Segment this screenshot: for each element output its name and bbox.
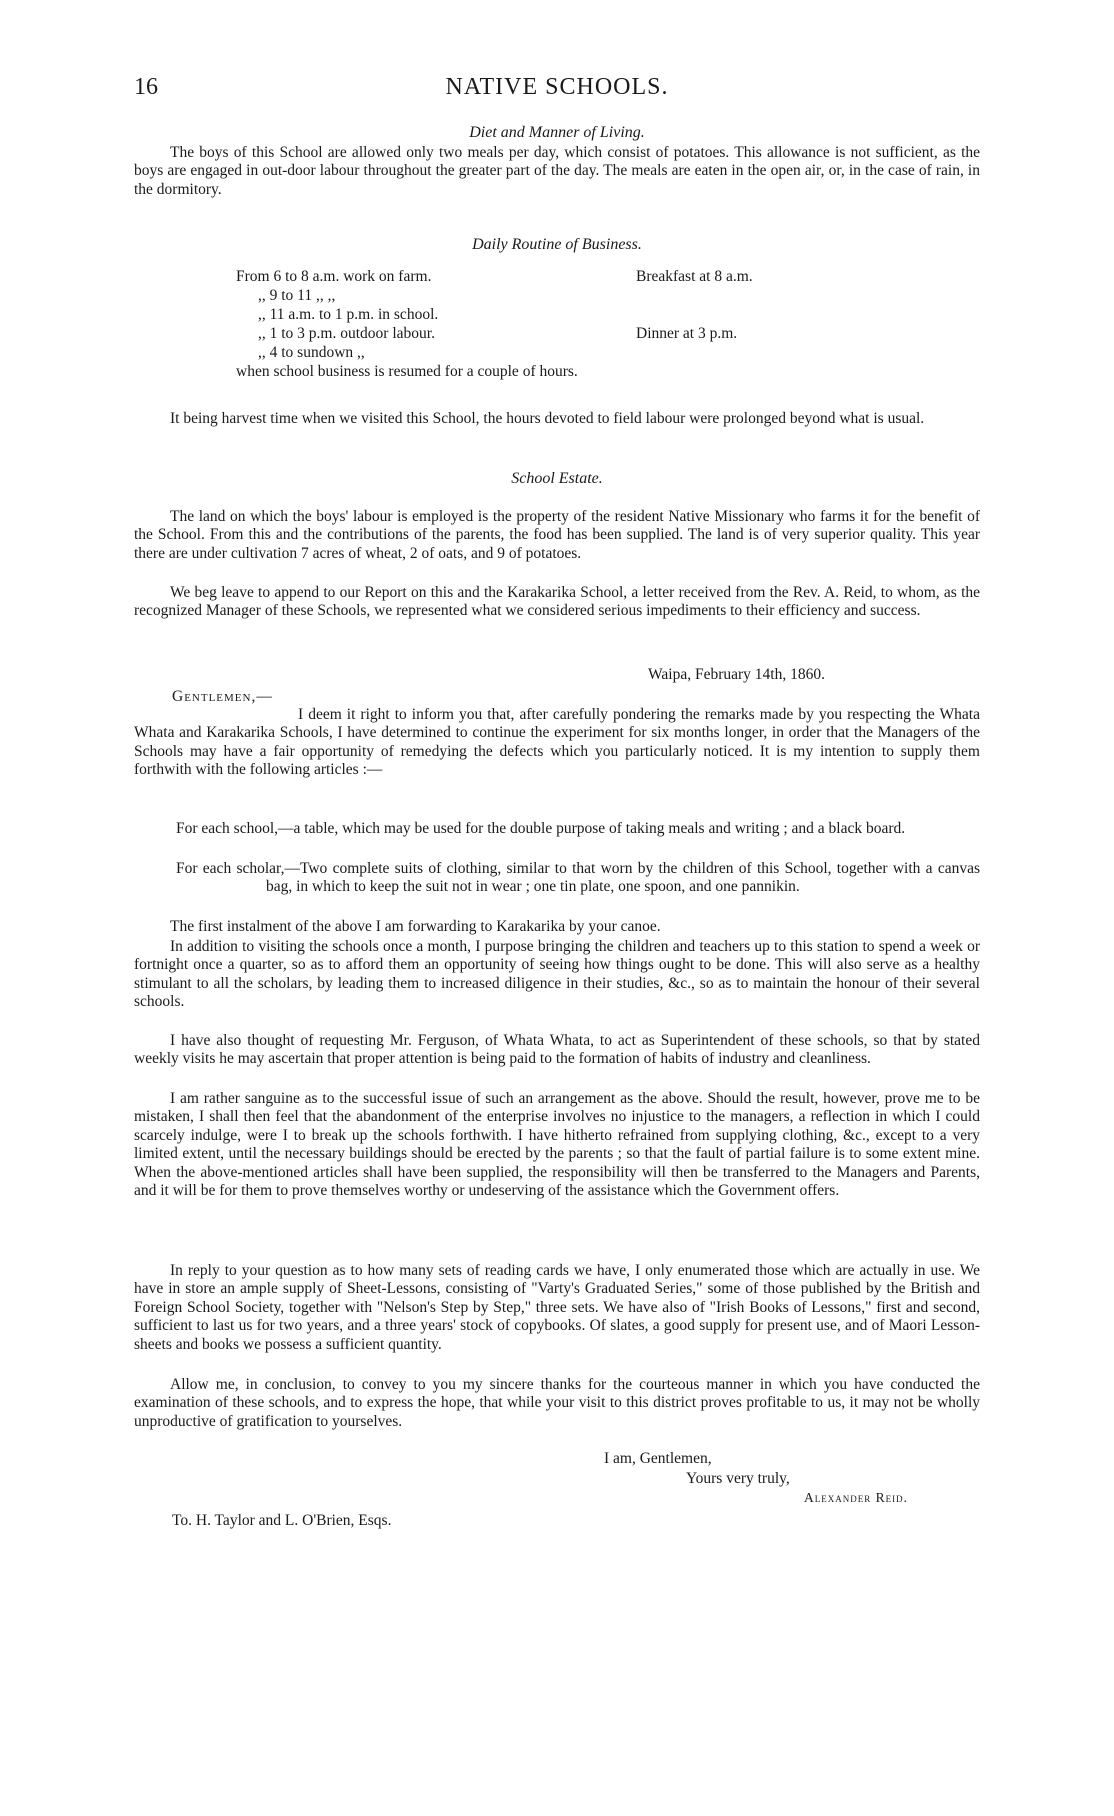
- routine-row-3: ,, 11 a.m. to 1 p.m. in school.: [258, 306, 439, 323]
- routine-note-breakfast: Breakfast at 8 a.m.: [636, 268, 753, 285]
- letter-paragraph-7: Allow me, in conclusion, to convey to you my sincere thanks for the courteous manner in which you have conducted the examination of these schools, and to express the hope, that while your visit to this district proves profitable to us, it may not be wholly unproductive of gratification to yourselves.: [134, 1376, 980, 1430]
- estate-paragraph-1: The land on which the boys' labour is employed is the property of the resident Native Missionary who farms it for the benefit of the School. From this and the contributions of the parents, the food has been supplied. The land is of very superior quality. This year there are under cultivation 7 acres of wheat, 2 of oats, and 9 of potatoes.: [134, 508, 980, 562]
- routine-row-1: From 6 to 8 a.m. work on farm.: [236, 268, 432, 285]
- addressee: To. H. Taylor and L. O'Brien, Esqs.: [172, 1512, 392, 1529]
- routine-row-2: ,, 9 to 11 ,, ,,: [258, 287, 336, 304]
- letter-paragraph-3: In addition to visiting the schools once a month, I purpose bringing the children and teachers up to this station to spend a week or fortnight once a quarter, so as to afford them an opportunity of seeing how things ought to be done. This will also serve as a healthy stimulant to all the scholars, by leading them to increased diligence in their studies, &c., so as to maintain the honour of their several schools.: [134, 938, 980, 1011]
- routine-row-4: ,, 1 to 3 p.m. outdoor labour.: [258, 325, 435, 342]
- routine-end: when school business is resumed for a couple of hours.: [236, 363, 578, 380]
- routine-row-5: ,, 4 to sundown ,,: [258, 344, 365, 361]
- letter-salutation: Gentlemen,—: [172, 688, 273, 705]
- signature: Alexander Reid.: [804, 1490, 908, 1505]
- closing-line-2: Yours very truly,: [686, 1470, 790, 1487]
- letter-item-school: For each school,—a table, which may be used for the double purpose of taking meals and writing ; and a black board.: [176, 820, 906, 837]
- page-header: [134, 66, 980, 106]
- page-number: 16: [134, 74, 158, 100]
- routine-note-dinner: Dinner at 3 p.m.: [636, 325, 738, 342]
- closing-line-1: I am, Gentlemen,: [604, 1450, 712, 1467]
- letter-paragraph-1: I deem it right to inform you that, after carefully pondering the remarks made by you respecting the Whata Whata and Karakarika Schools, I have determined to continue the experiment for six months longer, in order that the Managers of the Schools may have a fair opportunity of remedying the defects which you particularly noticed. It is my intention to supply them forthwith with the following articles :—: [134, 706, 980, 779]
- letter-item-scholar: For each scholar,—Two complete suits of clothing, similar to that worn by the children of this School, together with a canvas bag, in which to keep the suit not in wear ; one tin plate, one spoon, and one pannikin.: [176, 860, 980, 896]
- routine-heading: Daily Routine of Business.: [472, 236, 642, 253]
- estate-paragraph-2: We beg leave to append to our Report on this and the Karakarika School, a letter received from the Rev. A. Reid, to whom, as the recognized Manager of these Schools, we represented what we considered serious impediments to their efficiency and success.: [134, 584, 980, 620]
- running-title: NATIVE SCHOOLS.: [445, 74, 669, 100]
- diet-heading: Diet and Manner of Living.: [469, 124, 645, 141]
- letter-paragraph-2: The first instalment of the above I am forwarding to Karakarika by your canoe.: [170, 918, 661, 935]
- letter-place-date: Waipa, February 14th, 1860.: [648, 666, 825, 683]
- letter-paragraph-6: In reply to your question as to how many sets of reading cards we have, I only enumerated those which are actually in use. We have in store an ample supply of Sheet-Lessons, consisting of "Varty's Graduated Series," some of those published by the British and Foreign School Society, together with "Nelson's Step by Step," three sets. We have also of "Irish Books of Lessons," first and second, sufficient to last us for two years, and a three years' stock of copybooks. Of slates, a good supply for present use, and of Maori Lesson-sheets and books we possess a sufficient quantity.: [134, 1262, 980, 1353]
- letter-paragraph-4: I have also thought of requesting Mr. Ferguson, of Whata Whata, to act as Superintendent of these schools, so that by stated weekly visits he may ascertain that proper attention is being paid to the formation of habits of industry and cleanliness.: [134, 1032, 980, 1068]
- harvest-paragraph: It being harvest time when we visited this School, the hours devoted to field labour were prolonged beyond what is usual.: [170, 410, 925, 427]
- letter-paragraph-5: I am rather sanguine as to the successful issue of such an arrangement as the above. Should the result, however, prove me to be mistaken, I shall then feel that the abandonment of the enterprise involves no injustice to the managers, a reflection in which I could scarcely indulge, were I to break up the schools forthwith. I have hitherto refrained from supplying clothing, &c., except to a very limited extent, until the necessary buildings should be erected by the parents ; so that the fault of partial failure is to some extent mine. When the above-mentioned articles shall have been supplied, the responsibility will then be transferred to the Managers and Parents, and it will be for them to prove themselves worthy or undeserving of the assistance which the Government offers.: [134, 1090, 980, 1200]
- diet-paragraph: The boys of this School are allowed only two meals per day, which consist of potatoes. This allowance is not sufficient, as the boys are engaged in out-door labour throughout the greater part of the day. The meals are eaten in the open air, or, in the case of rain, in the dormitory.: [134, 144, 980, 198]
- estate-heading: School Estate.: [511, 470, 603, 487]
